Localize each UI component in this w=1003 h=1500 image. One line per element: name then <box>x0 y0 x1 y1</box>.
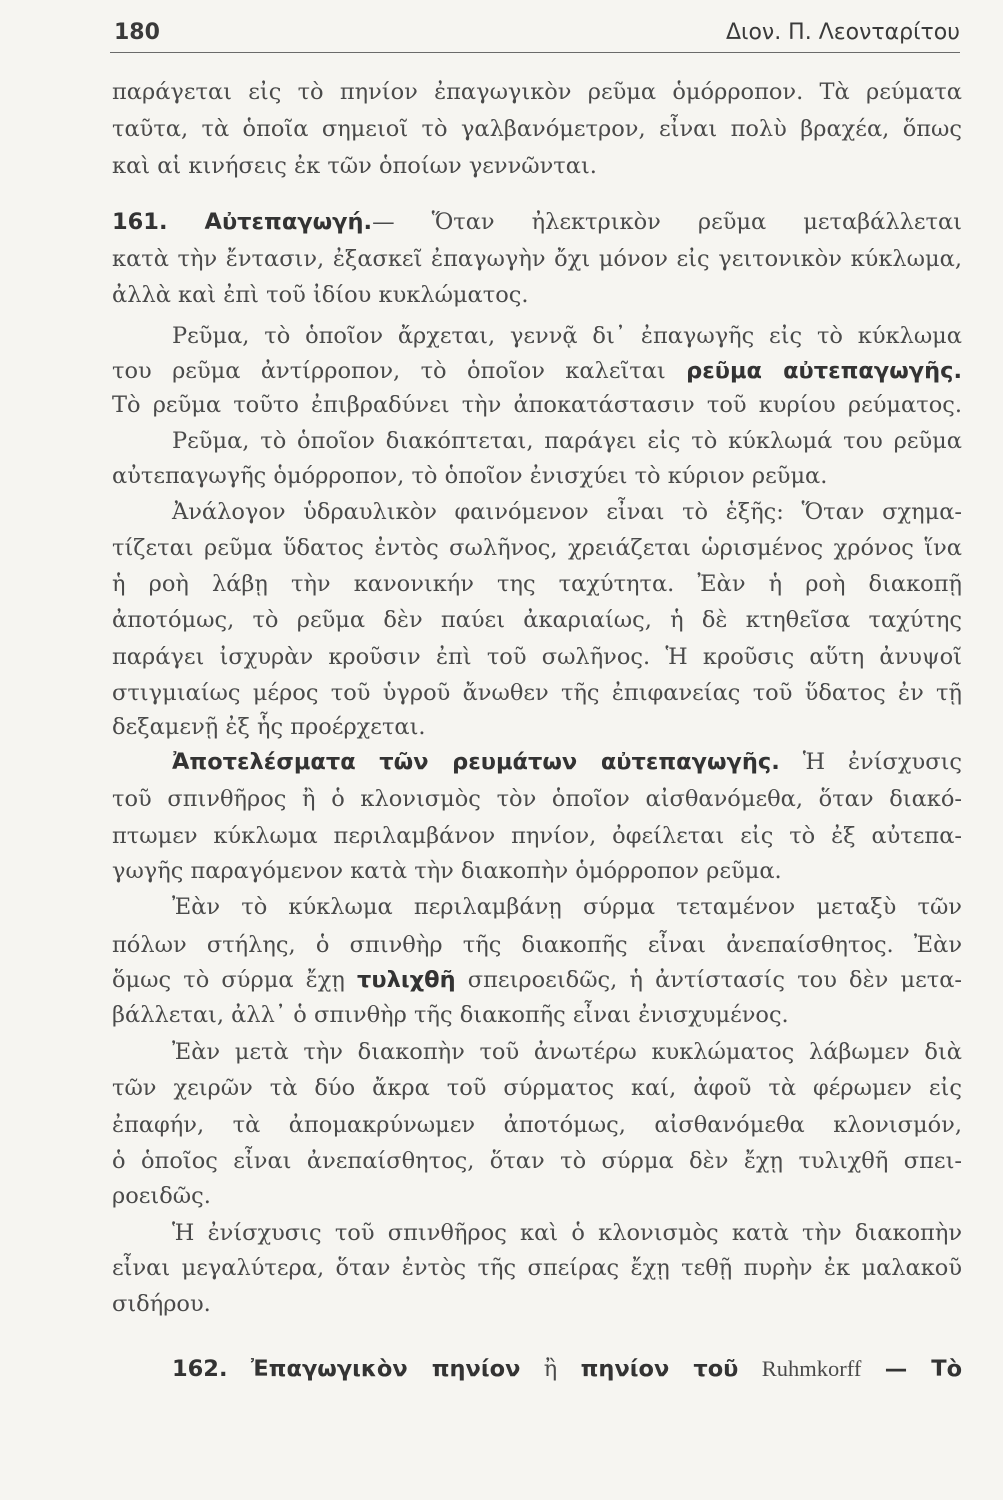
text-line: γωγῆς παραγόμενον κατὰ τὴν διακοπὴν ὁμόρροπον ρεῦμα. <box>112 858 782 884</box>
text-line: Ἀνάλογον ὑδραυλικὸν φαινόμενον εἶναι τὸ ἑξῆς: Ὅταν σχημα- <box>172 499 962 525</box>
text-line: ροειδῶς. <box>112 1183 211 1209</box>
page-header <box>110 12 960 53</box>
inventor-name: Ruhmkorff <box>761 1356 862 1381</box>
running-head: Διον. Π. Λεονταρίτου <box>725 20 960 45</box>
text-line: πτωμεν κύκλωμα περιλαμβάνον πηνίον, ὀφείλεται εἰς τὸ ἐξ αὐτεπα- <box>112 823 962 849</box>
section-162-heading-line <box>112 1353 962 1385</box>
text-line: τοῦ σπινθῆρος ἢ ὁ κλονισμὸς τὸν ὁποῖον αἰσθανόμεθα, ὅταν διακό- <box>112 786 962 812</box>
text-line: Ρεῦμα, τὸ ὁποῖον διακόπτεται, παράγει εἰς τὸ κύκλωμά του ρεῦμα <box>172 428 962 454</box>
section-number: 161. <box>112 209 168 235</box>
text-line: ταῦτα, τὰ ὁποῖα σημειοῖ τὸ γαλβανόμετρον, εἶναι πολὺ βραχέα, ὅπως <box>112 116 962 142</box>
text-line: ἀλλὰ καὶ ἐπὶ τοῦ ἰδίου κυκλώματος. <box>112 282 529 308</box>
text-line: τίζεται ρεῦμα ὕδατος ἐντὸς σωλῆνος, χρειάζεται ὡρισμένος χρόνος ἵνα <box>112 535 962 561</box>
text-run: Ἡ ἐνίσχυσις <box>802 749 963 775</box>
text-line: εἶναι μεγαλύτερα, ὅταν ἐντὸς τῆς σπείρας ἔχῃ τεθῇ πυρὴν ἐκ μαλακοῦ <box>112 1255 962 1281</box>
text-line: Τὸ ρεῦμα τοῦτο ἐπιβραδύνει τὴν ἀποκατάστασιν τοῦ κυρίου ρεύματος. <box>112 392 962 418</box>
text-line: τῶν χειρῶν τὰ δύο ἄκρα τοῦ σύρματος καί, ἀφοῦ τὰ φέρωμεν εἰς <box>112 1075 962 1101</box>
text-line: Ἡ ἐνίσχυσις τοῦ σπινθῆρος καὶ ὁ κλονισμὸς κατὰ τὴν διακοπὴν <box>172 1220 962 1246</box>
text-line: ὁ ὁποῖος εἶναι ἀνεπαίσθητος, ὅταν τὸ σύρμα δὲν ἔχῃ τυλιχθῆ σπει- <box>112 1148 962 1174</box>
section-161-heading-line <box>112 206 962 238</box>
text-line: αὐτεπαγωγῆς ὁμόρροπον, τὸ ὁποῖον ἐνισχύει τὸ κύριον ρεῦμα. <box>112 463 828 489</box>
text-line: κατὰ τὴν ἔντασιν, ἐξασκεῖ ἐπαγωγὴν ὄχι μόνον εἰς γειτονικὸν κύκλωμα, <box>112 246 962 272</box>
text-line-with-term <box>112 355 962 387</box>
text-line: Ἐὰν μετὰ τὴν διακοπὴν τοῦ ἀνωτέρω κυκλώματος λάβωμεν διὰ <box>172 1039 962 1065</box>
text-line: βάλλεται, ἀλλ᾽ ὁ σπινθὴρ τῆς διακοπῆς εἶναι ἐνισχυμένος. <box>112 1002 789 1028</box>
text-line: στιγμιαίως μέρος τοῦ ὑγροῦ ἄνωθεν τῆς ἐπιφανείας τοῦ ὕδατος ἐν τῇ <box>112 680 962 706</box>
section-title: Ἐπαγωγικὸν πηνίον <box>250 1356 521 1382</box>
section-text: — Τὸ <box>884 1356 963 1382</box>
section-text: — Ὅταν ἠλεκτρικὸν ρεῦμα μεταβάλλεται <box>372 209 962 235</box>
text-line: σιδήρου. <box>112 1291 211 1317</box>
section-number: 162. <box>172 1356 228 1382</box>
text-line: πόλων στήλης, ὁ σπινθὴρ τῆς διακοπῆς εἶναι ἀνεπαίσθητος. Ἐὰν <box>112 932 962 958</box>
inline-heading-line <box>112 746 962 778</box>
bold-term: τυλιχθῆ <box>357 967 456 993</box>
text-line: Ἐὰν τὸ κύκλωμα περιλαμβάνῃ σύρμα τεταμένον μεταξὺ τῶν <box>172 894 962 920</box>
text-line: ἀποτόμως, τὸ ρεῦμα δὲν παύει ἀκαριαίως, ἡ δὲ κτηθεῖσα ταχύτης <box>112 607 962 633</box>
text-line: ἐπαφήν, τὰ ἀπομακρύνωμεν ἀποτόμως, αἰσθανόμεθα κλονισμόν, <box>112 1112 962 1138</box>
text-line: παράγεται εἰς τὸ πηνίον ἐπαγωγικὸν ρεῦμα ὁμόρροπον. Τὰ ρεύματα <box>112 79 962 105</box>
text-line: δεξαμενῇ ἐξ ἧς προέρχεται. <box>112 714 426 740</box>
bold-term: ρεῦμα αὐτεπαγωγῆς. <box>686 358 962 384</box>
section-title-cont: πηνίον τοῦ <box>580 1356 739 1382</box>
text-run: ὅμως τὸ σύρμα ἔχῃ <box>112 967 345 993</box>
text-line-with-term <box>112 964 962 996</box>
inline-heading: Ἀποτελέσματα τῶν ρευμάτων αὐτεπαγωγῆς. <box>172 749 780 775</box>
section-title: Αὐτεπαγωγή. <box>204 209 373 235</box>
text-run: σπειροειδῶς, ἡ ἀντίστασίς του δὲν μετα- <box>467 967 963 993</box>
text-line: ἡ ροὴ λάβῃ τὴν κανονικήν της ταχύτητα. Ἐὰν ἡ ροὴ διακοπῇ <box>112 571 962 597</box>
text-line: καὶ αἱ κινήσεις ἐκ τῶν ὁποίων γεννῶνται. <box>112 153 597 179</box>
text-run: ἢ <box>543 1356 558 1382</box>
page-number: 180 <box>114 20 160 45</box>
text-line: παράγει ἰσχυρὰν κροῦσιν ἐπὶ τοῦ σωλῆνος. Ἡ κροῦσις αὕτη ἀνυψοῖ <box>112 644 962 670</box>
text-run: του ρεῦμα ἀντίρροπον, τὸ ὁποῖον καλεῖται <box>112 358 666 384</box>
text-line: Ρεῦμα, τὸ ὁποῖον ἄρχεται, γεννᾷ δι᾽ ἐπαγωγῆς εἰς τὸ κύκλωμα <box>172 323 962 349</box>
